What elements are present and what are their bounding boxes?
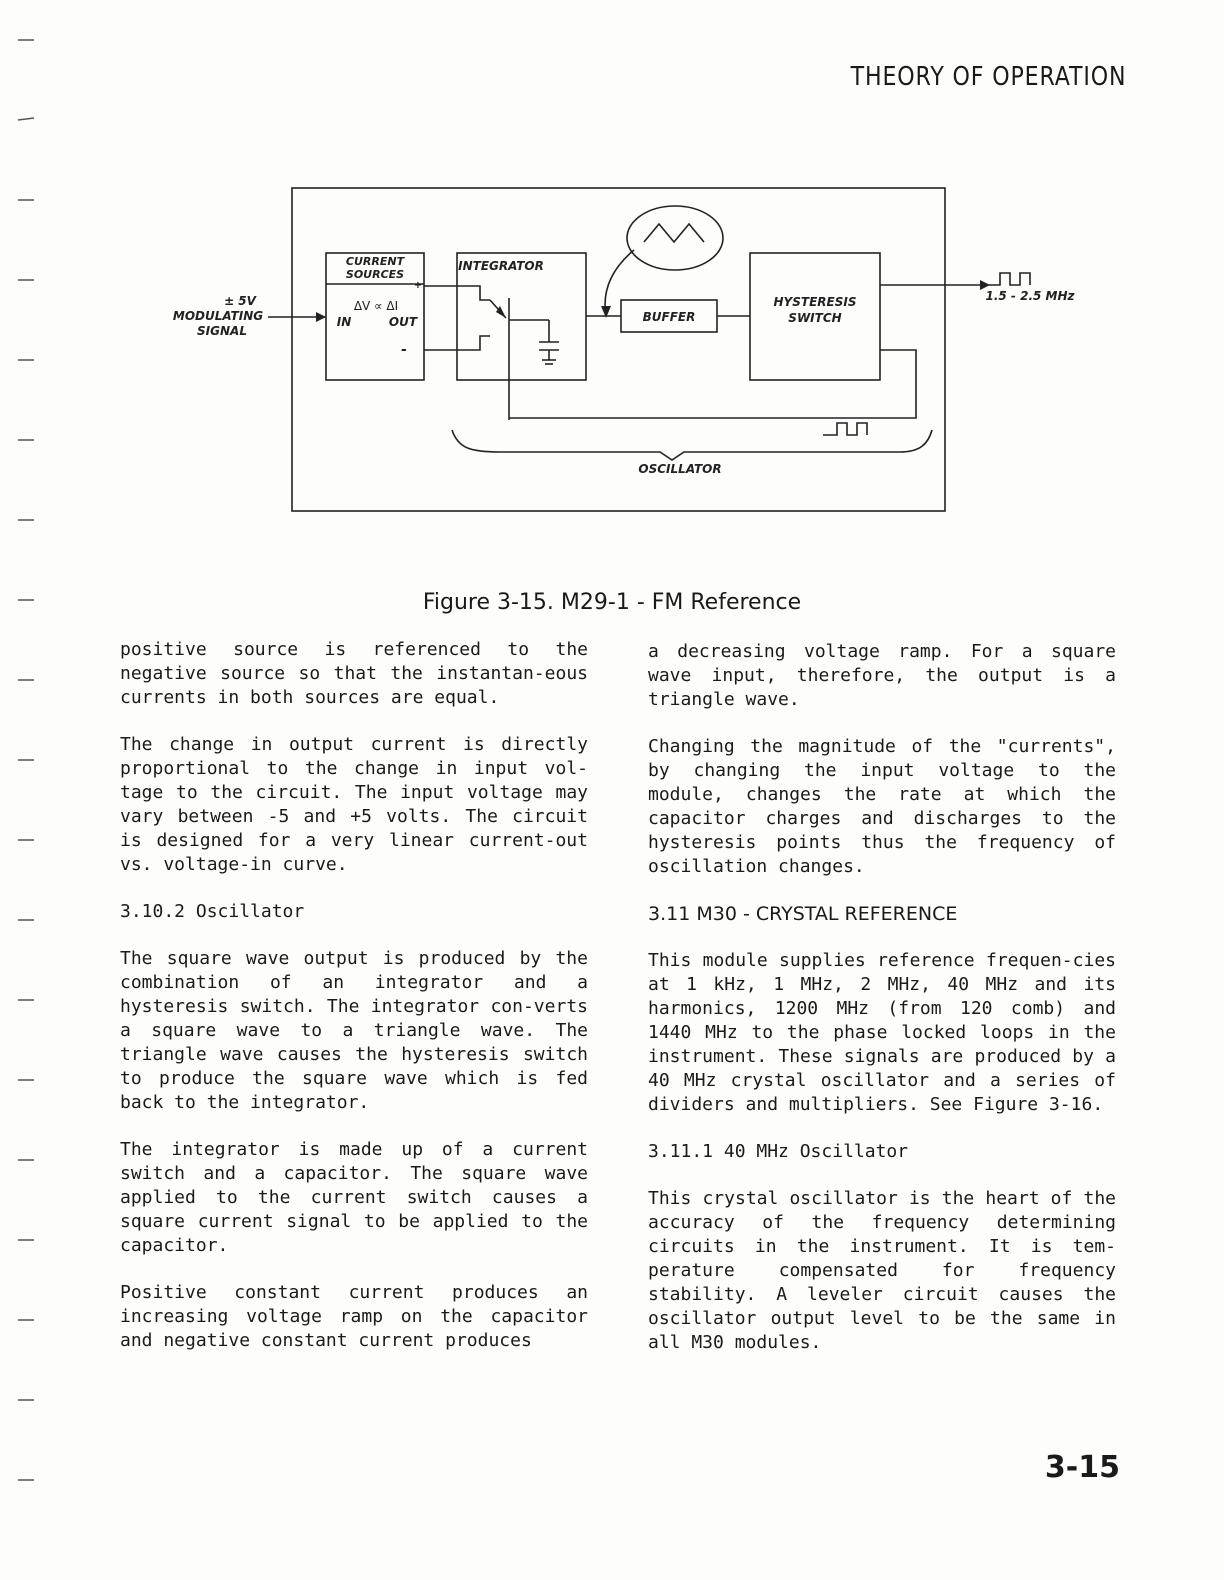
- left-column: [120, 638, 588, 1376]
- minus-label: -: [401, 342, 407, 358]
- diagram-frame: [292, 188, 945, 511]
- plus-label: +: [413, 280, 423, 291]
- left-paragraph-3: The square wave output is produced by the combination of an integrator and a hysteresis switch. The integrator con-verts a square wave to a triangle wave. The triangle wave causes the hysteresis switch to produce the square wave which is fed back to the integrator.: [120, 948, 588, 1113]
- left-paragraph-1: positive source is referenced to the negative source so that the instantan-eous currents in both sources are equal.: [120, 639, 588, 708]
- figure-caption: Figure 3-15. M29-1 - FM Reference: [422, 590, 802, 615]
- right-paragraph-3: This module supplies reference frequen-cies at 1 kHz, 1 MHz, 2 MHz, 40 MHz and its harmonics, 1200 MHz (from 120 comb) and 1440 MHz to the phase locked loops in the instrument. These signals are produced by a 40 MHz crystal oscillator and a series of dividers and multipliers. See Figure 3-16.: [648, 950, 1116, 1115]
- buffer-label: BUFFER: [642, 310, 696, 324]
- oscillator-label: OSCILLATOR: [638, 462, 722, 476]
- left-paragraph-4: The integrator is made up of a current switch and a capacitor. The square wave applied to the current switch causes a square current signal to be applied to the capacitor.: [120, 1139, 588, 1256]
- integrator-label: INTEGRATOR: [458, 259, 544, 273]
- page-number: 3-15: [1044, 1450, 1120, 1485]
- left-paragraph-5: Positive constant current produces an increasing voltage ramp on the capacitor and negative constant current produces: [120, 1282, 588, 1351]
- hysteresis-label-1: HYSTERESIS: [773, 295, 857, 309]
- right-column: [648, 640, 1116, 1378]
- hysteresis-label-2: SWITCH: [788, 311, 842, 325]
- in-label: IN: [336, 315, 352, 329]
- current-sources-label-2: SOURCES: [345, 268, 405, 281]
- input-label-line2: MODULATING: [172, 309, 264, 323]
- right-paragraph-1: a decreasing voltage ramp. For a square wave input, therefore, the output is a triangle wave.: [648, 641, 1116, 710]
- page-header: THEORY OF OPERATION: [850, 62, 1126, 92]
- binder-edge-marks: [0, 0, 40, 1580]
- current-sources-label-1: CURRENT: [345, 255, 405, 268]
- section-heading-3-11-1: 3.11.1 40 MHz Oscillator: [648, 1141, 909, 1162]
- right-paragraph-2: Changing the magnitude of the "currents", by changing the input voltage to the module, changes the rate at which the capacitor charges and discharges to the hysteresis points thus the frequency of oscillation changes.: [648, 736, 1116, 877]
- output-frequency-label: 1.5 - 2.5 MHz: [985, 289, 1075, 303]
- out-label: OUT: [388, 315, 418, 329]
- relation-label: ΔV ∝ ΔI: [353, 299, 399, 313]
- block-diagram: [140, 180, 1120, 520]
- section-heading-3-11: 3.11 M30 - CRYSTAL REFERENCE: [648, 903, 958, 925]
- input-arrow-icon: [316, 312, 326, 322]
- triangle-wave-indicator: [627, 206, 723, 270]
- right-paragraph-4: This crystal oscillator is the heart of the accuracy of the frequency determining circuits in the instrument. It is tem-perature compensated for frequency stability. A leveler circuit causes the oscillator output level to be the same in all M30 modules.: [648, 1188, 1116, 1353]
- input-label-line1: ± 5V: [224, 294, 256, 308]
- input-label-line3: SIGNAL: [197, 324, 247, 338]
- left-paragraph-2: The change in output current is directly proportional to the change in input vol-tage to the circuit. The input voltage may vary between -5 and +5 volts. The circuit is designed for a very linear current-out vs. voltage-in curve.: [120, 734, 588, 875]
- section-heading-3-10-2: 3.10.2 Oscillator: [120, 901, 305, 922]
